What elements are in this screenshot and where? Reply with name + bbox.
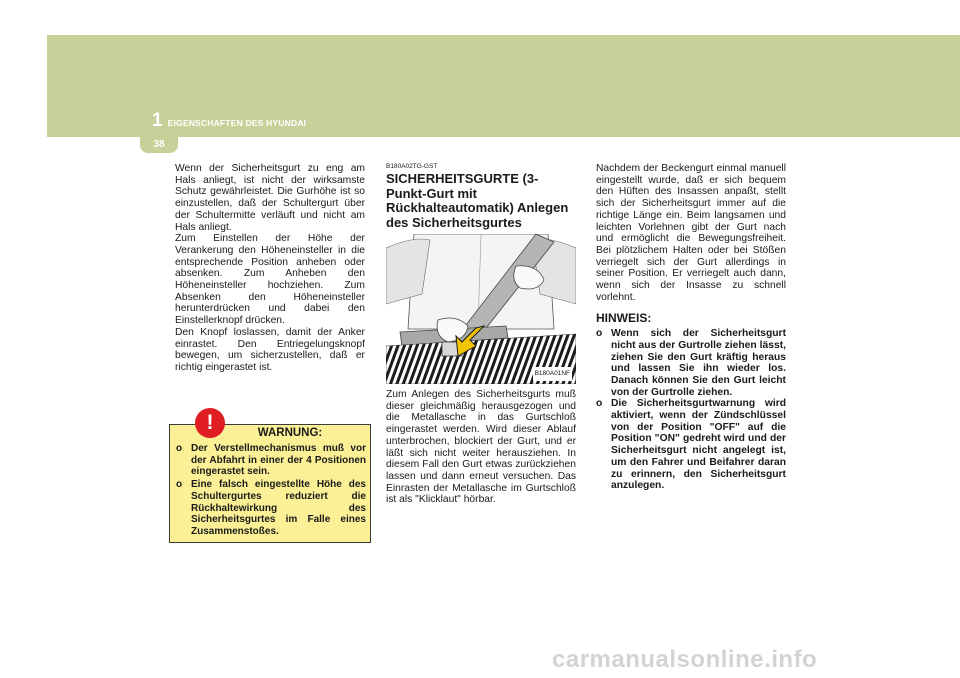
page-number: 38 xyxy=(153,139,165,150)
warning-icon: ! xyxy=(195,408,225,438)
warning-item-text: Eine falsch eingestellte Höhe des Schultergurtes reduziert die Rückhaltewirkung des Sicherheitsgurtes im Falle eines Zusammenstoßes. xyxy=(191,479,366,537)
figure-code: B180A01NF xyxy=(533,367,572,381)
belt-height-release: Den Knopf loslassen, damit der Anker einrastet. Den Entriegelungsknopf bewegen, um sicherzustellen, daß er richtig eingerastet ist. xyxy=(175,326,365,373)
note-item xyxy=(596,328,786,398)
note-item-text: Die Sicherheitsgurtwarnung wird aktiviert, wenn der Zündschlüssel von der Position "OFF" auf die Position "ON" gedreht wird und der Sicherheitsgurt nicht angelegt ist, um den Fahrer und Beifahrer daran zu erinnern, den Sicherheitsgurt anzulegen. xyxy=(611,398,786,492)
belt-height-intro: Wenn der Sicherheitsgurt zu eng am Hals anliegt, ist nicht der wirksamste Schutz gewährleistet. Die Gurhöhe ist so einzustellen, daß der Schultergurt über der Schultermitte verläuft und nicht am Hals anliegt. xyxy=(175,163,365,233)
column-right xyxy=(596,163,786,492)
warning-list xyxy=(176,443,366,539)
warning-title: WARNUNG: xyxy=(257,427,323,439)
note-title: HINWEIS: xyxy=(596,311,652,326)
buckle-instructions: Zum Anlegen des Sicherheitsgurts muß dieser gleichmäßig herausgezogen und die Metallasche in das Gurtschloß eingerastet werden. Wird dieser Ablauf unterbrochen, blockiert der Gurt, und er läßt sich nicht weiter herausziehen. In diesem Fall den Gurt etwas zurückziehen lassen und dann erneut versuchen. Das Einrasten der Metallasche im Gurtschloß ist als "Klicklaut" hörbar. xyxy=(386,389,576,506)
note-item xyxy=(596,398,786,492)
watermark: carmanualsonline.info xyxy=(552,646,818,673)
warning-item xyxy=(176,443,366,478)
bullet: o xyxy=(596,328,603,340)
seatbelt-drawing xyxy=(386,234,576,384)
warning-item xyxy=(176,479,366,538)
chapter-number: 1 xyxy=(152,110,163,131)
warning-box xyxy=(169,411,371,543)
warning-item-text: Der Verstellmechanismus muß vor der Abfahrt in einer der 4 Positionen eingerastet sein. xyxy=(191,443,366,478)
belt-height-adjust: Zum Einstellen der Höhe der Verankerung den Höheneinsteller in die entsprechende Position anheben oder absenken. Zum Anheben den Höheneinsteller hochziehen. Zum Absenken den Höheneinsteller herunterdrücken und dabei den Einstellerknopf drücken. xyxy=(175,233,365,327)
column-middle xyxy=(386,163,576,506)
chapter-header xyxy=(152,110,306,132)
seatbelt-illustration xyxy=(386,234,576,384)
retractor-description: Nachdem der Beckengurt einmal manuell eingestellt wurde, daß er sich bequem den Hüften des Insassen anpaßt, stellt sich der Sicherheitsgurt immer auf die richtige Länge ein. Beim langsamen und leichten Vorlehnen gibt der Gurt nach und ermöglicht die Bewegungsfreiheit. Bei plötzlichem Halten oder bei Stößen verriegelt sich der Gurt allerdings in seiner Position. Er verriegelt auch dann, wenn sich der Insasse zu schnell vorlehnt. xyxy=(596,163,786,303)
note-item-text: Wenn sich der Sicherheitsgurt nicht aus der Gurtrolle ziehen lässt, ziehen Sie den Gurt kräftig heraus und lassen Sie ihn wieder los. Danach können Sie den Gurt leicht von der Gurtrolle ziehen. xyxy=(611,328,786,398)
bullet: o xyxy=(596,398,603,410)
chapter-title: EIGENSCHAFTEN DES HYUNDAI xyxy=(167,118,307,128)
column-left xyxy=(175,163,365,374)
section-code: B180A02TG-GST xyxy=(386,163,438,170)
bullet: o xyxy=(176,479,183,491)
section-title: SICHERHEITSGURTE (3-Punkt-Gurt mit Rückhalteautomatik) Anlegen des Sicherheitsgurtes xyxy=(386,171,569,230)
bullet: o xyxy=(176,443,183,454)
